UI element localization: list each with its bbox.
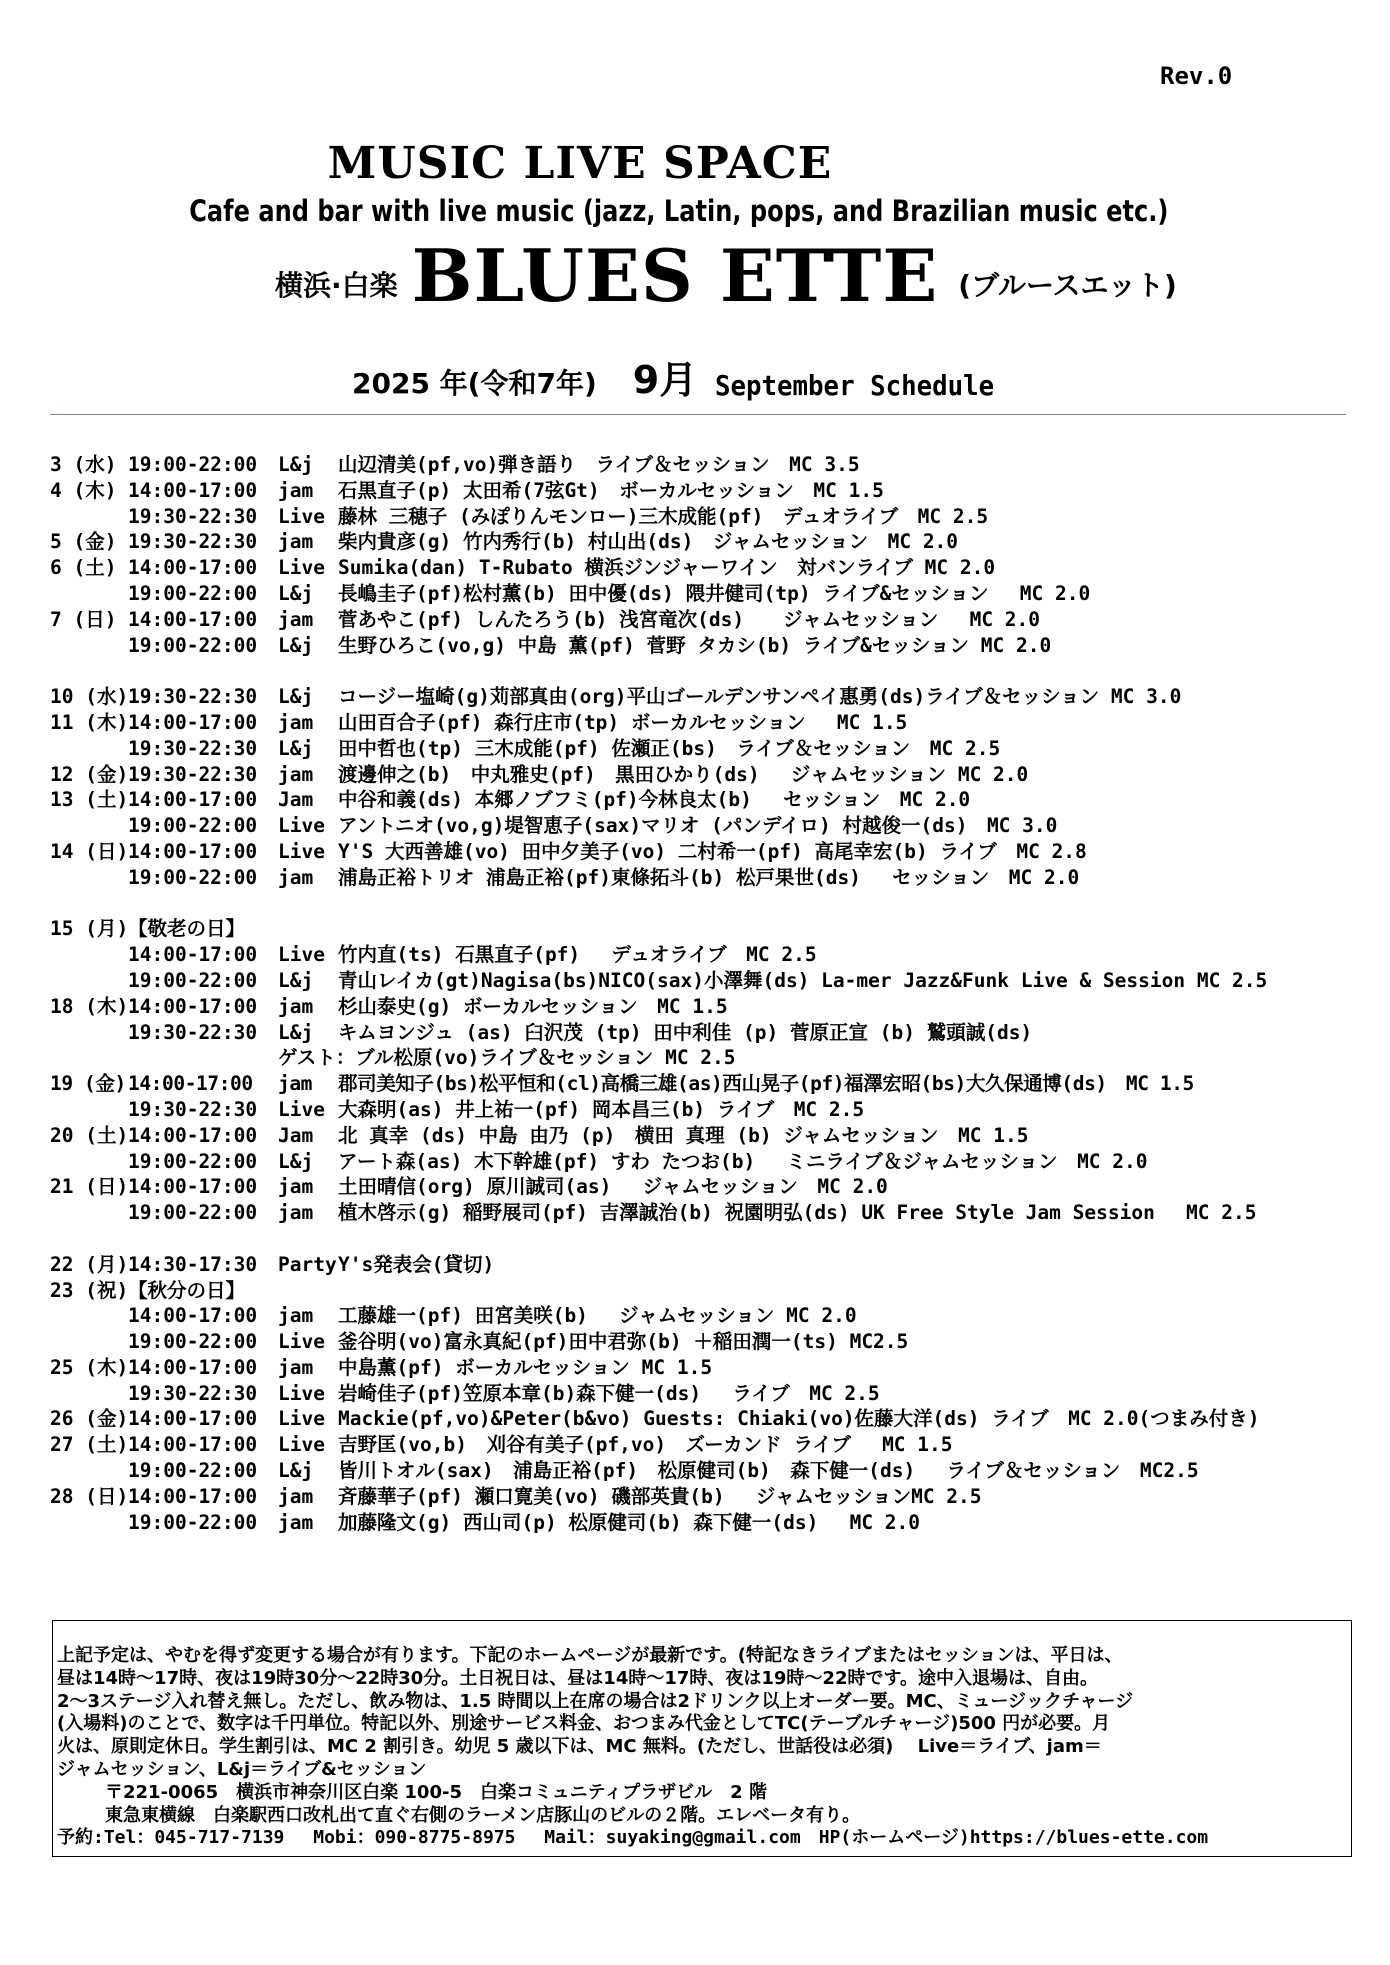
schedule-kind: jam — [278, 1484, 314, 1508]
schedule-performers: Sumika(dan) T-Rubato 横浜ジンジャーワイン 対バンライブ MC 2.0 — [338, 556, 996, 580]
schedule-row — [50, 784, 1350, 810]
schedule-date: 28 (日) — [50, 1484, 129, 1508]
schedule-kind: L&j — [278, 968, 314, 992]
schedule-date: 20 (土) — [50, 1123, 129, 1147]
schedule-kind: jam — [278, 1175, 314, 1199]
schedule-performers: アントニオ(vo,g)堤智恵子(sax)マリオ (パンデイロ) 村越俊一(ds) MC 3.0 — [338, 814, 1058, 838]
schedule-time: 19:30-22:30 — [128, 504, 258, 528]
schedule-kind: Live — [278, 943, 325, 967]
schedule-time: 19:30-22:30 — [128, 530, 258, 554]
schedule-date: 15 (月) — [50, 917, 129, 941]
schedule-month-english: September Schedule — [715, 369, 995, 402]
schedule-performers: 長嶋圭子(pf)松村薫(b) 田中優(ds) 隈井健司(tp) ライブ&セッション MC 2.0 — [338, 581, 1091, 605]
schedule-kind: jam — [278, 865, 314, 889]
schedule-row — [50, 1507, 1350, 1533]
schedule-row — [50, 1403, 1350, 1429]
schedule-date: 27 (土) — [50, 1433, 129, 1457]
schedule-kind: jam — [278, 1072, 313, 1096]
schedule-time: 19:00-22:00 — [128, 453, 258, 476]
schedule-kind: jam — [278, 530, 314, 554]
schedule-time: 19:00-22:00 — [128, 633, 258, 657]
schedule-row — [50, 1300, 1350, 1326]
schedule-time: 14:00-17:00 — [128, 1175, 258, 1199]
schedule-row — [50, 733, 1350, 759]
schedule-kind: L&j — [278, 1459, 314, 1483]
schedule-time: 19:00-22:00 — [128, 1459, 258, 1483]
schedule-date: 18 (木) — [50, 994, 129, 1018]
schedule-row — [50, 1197, 1350, 1223]
schedule-time: 14:00-17:00 — [128, 994, 258, 1018]
schedule-performers: 中島薫(pf) ボーカルセッション MC 1.5 — [338, 1355, 713, 1379]
schedule-month: 9月 — [632, 358, 698, 402]
schedule-time: 19:30-22:30 — [128, 736, 258, 760]
schedule-time: 19:30-22:30 — [128, 685, 258, 709]
schedule-time: 14:00-17:00 — [128, 1407, 258, 1431]
schedule-time: 14:00-17:00 — [128, 1072, 253, 1096]
schedule-kind: Party — [278, 1252, 337, 1276]
schedule-performers: 斉藤華子(pf) 瀬口寛美(vo) 磯部英貴(b) ジャムセッションMC 2.5 — [338, 1484, 982, 1508]
schedule-heading — [352, 356, 1019, 404]
schedule-time: 19:00-22:00 — [128, 865, 258, 889]
schedule-kind: Live — [278, 814, 325, 838]
schedule-time: 14:00-17:00 — [128, 1123, 258, 1147]
schedule-spacer — [50, 1223, 1350, 1249]
schedule-row — [50, 836, 1350, 862]
schedule-performers: 杉山泰史(g) ボーカルセッション MC 1.5 — [338, 994, 728, 1018]
schedule-row — [50, 630, 1350, 656]
revision-label: Rev.0 — [1160, 62, 1233, 90]
schedule-row — [50, 1352, 1350, 1378]
schedule-performers: 山田百合子(pf) 森行庄市(tp) ボーカルセッション MC 1.5 — [338, 710, 908, 734]
schedule-performers: Y's発表会(貸切) — [338, 1252, 495, 1276]
schedule-kind: Live — [278, 1407, 325, 1431]
schedule-performers: 山辺清美(pf,vo)弾き語り ライブ＆セッション MC 3.5 — [338, 453, 860, 476]
schedule-performers: コージー塩崎(g)苅部真由(org)平山ゴールデンサンペイ惠勇(ds)ライブ＆セッション MC 3.0 — [338, 685, 1182, 709]
schedule-performers: 加藤隆文(g) 西山司(p) 松原健司(b) 森下健一(ds) MC 2.0 — [338, 1510, 921, 1534]
schedule-performers: ゲスト：ブル松原(vo)ライブ＆セッション MC 2.5 — [278, 1046, 736, 1070]
schedule-performers: 浦島正裕トリオ 浦島正裕(pf)東條拓斗(b) 松戸果世(ds) セッション MC 2.0 — [338, 865, 1080, 889]
schedule-kind: L&j — [278, 736, 314, 760]
schedule-kind: L&j — [278, 1149, 314, 1173]
schedule-kind: Live — [278, 556, 325, 580]
schedule-date: 22 (月) — [50, 1252, 129, 1276]
schedule-time: 14:00-17:00 — [128, 943, 258, 967]
schedule-row — [50, 707, 1350, 733]
schedule-performers: 植木啓示(g) 稲野展司(pf) 吉澤誠治(b) 祝園明弘(ds) UK Free Style Jam Session MC 2.5 — [338, 1201, 1257, 1225]
schedule-time: 14:00-17:00 — [128, 478, 258, 502]
schedule-time: 19:00-22:00 — [128, 581, 258, 605]
schedule-date: 4 (木) — [50, 478, 117, 502]
schedule-list — [50, 449, 1350, 1532]
schedule-performers: 土田晴信(org) 原川誠司(as) ジャムセッション MC 2.0 — [338, 1175, 888, 1199]
schedule-performers: アート森(as) 木下幹雄(pf) すわ たつお(b) ミニライブ＆ジャムセッション MC 2.0 — [338, 1149, 1148, 1173]
schedule-performers: 吉野匡(vo,b) 刈谷有美子(pf,vo) ズーカンド ライブ MC 1.5 — [338, 1433, 953, 1457]
schedule-time: 19:30-22:30 — [128, 762, 258, 786]
schedule-row — [50, 526, 1350, 552]
schedule-row — [50, 1068, 1350, 1094]
schedule-date: 23 (祝) — [50, 1278, 129, 1302]
schedule-date: 10 (水) — [50, 685, 129, 709]
schedule-kind: jam — [278, 607, 314, 631]
venue-header — [275, 233, 1177, 318]
schedule-time: 19:00-22:00 — [128, 1510, 258, 1534]
venue-location: 横浜·白楽 — [275, 269, 398, 302]
schedule-performers: 中谷和義(ds) 本郷ノブフミ(pf)今林良太(b) セッション MC 2.0 — [338, 788, 971, 812]
schedule-time: 14:00-17:00 — [128, 607, 258, 631]
schedule-date: 11 (木) — [50, 710, 129, 734]
schedule-row — [50, 991, 1350, 1017]
schedule-performers: キムヨンジュ (as) 臼沢茂 (tp) 田中利佳 (p) 菅原正宣 (b) 鷲頭誠(ds) — [338, 1020, 1033, 1044]
venue-kana: (ブルースエット) — [958, 269, 1177, 302]
schedule-date: 13 (土) — [50, 788, 129, 812]
schedule-date: 19 (金) — [50, 1072, 126, 1096]
notice-line: 火は、原則定休日。学生割引は、MC 2 割引き。幼児 5 歳以下は、MC 無料。(ただし、世話役は必須) Live＝ライブ、jam＝ — [57, 1736, 1102, 1758]
notice-line: 上記予定は、やむを得ず変更する場合が有ります。下記のホームページが最新です。(特記なきライブまたはセッションは、平日は、 — [57, 1645, 1123, 1666]
schedule-performers: 北 真幸 (ds) 中島 由乃 (p) 横田 真理 (b) ジャムセッション MC 1.5 — [338, 1123, 1029, 1147]
schedule-time: 19:00-22:00 — [128, 1149, 258, 1173]
schedule-row — [50, 939, 1350, 965]
schedule-spacer — [50, 655, 1350, 681]
schedule-performers: 岩崎佳子(pf)笠原本章(b)森下健一(ds) ライブ MC 2.5 — [338, 1381, 880, 1405]
schedule-kind: Live — [278, 839, 325, 863]
schedule-performers: 青山レイカ(gt)Nagisa(bs)NICO(sax)小澤舞(ds) La-mer Jazz&Funk Live & Session MC 2.5 — [338, 968, 1268, 992]
schedule-date: 26 (金) — [50, 1407, 129, 1431]
schedule-row — [50, 681, 1350, 707]
schedule-kind: Live — [278, 504, 325, 528]
schedule-time: 【秋分の日】 — [128, 1278, 246, 1302]
schedule-date: 12 (金) — [50, 762, 129, 786]
schedule-date: 21 (日) — [50, 1175, 129, 1199]
schedule-kind: jam — [278, 1510, 314, 1534]
schedule-date: 3 (水) — [50, 453, 117, 476]
schedule-kind: Live — [278, 1097, 325, 1121]
notice-line: (入場料)のことで、数字は千円単位。特記以外、別途サービス料金、おつまみ代金としてTC(テーブルチャージ)500 円が必要。月 — [57, 1713, 1111, 1735]
schedule-performers: 生野ひろこ(vo,g) 中島 薫(pf) 菅野 タカシ(b) ライブ&セッション MC 2.0 — [338, 633, 1052, 657]
schedule-performers: 皆川トオル(sax) 浦島正裕(pf) 松原健司(b) 森下健一(ds) ライブ＆セッション MC2.5 — [338, 1459, 1199, 1483]
schedule-time: 14:00-17:00 — [128, 1355, 258, 1379]
schedule-performers: 藤林 三穂子 (みぽりんモンロー)三木成能(pf) デュオライブ MC 2.5 — [338, 504, 989, 528]
schedule-row — [50, 1481, 1350, 1507]
schedule-row — [50, 604, 1350, 630]
notice-line: ジャムセッション、L&j＝ライブ&セッション — [57, 1758, 427, 1780]
schedule-kind: L&j — [278, 453, 314, 476]
schedule-performers: 工藤雄一(pf) 田宮美咲(b) ジャムセッション MC 2.0 — [338, 1304, 857, 1328]
schedule-performers: Y'S 大西善雄(vo) 田中夕美子(vo) 二村希一(pf) 高尾幸宏(b) ライブ MC 2.8 — [338, 839, 1087, 863]
schedule-date: 6 (土) — [50, 556, 117, 580]
schedule-performers: 渡邊伸之(b) 中丸雅史(pf) 黒田ひかり(ds) ジャムセッション MC 2.0 — [338, 762, 1029, 786]
schedule-time: 14:00-17:00 — [128, 1433, 258, 1457]
schedule-time: 19:30-22:30 — [128, 1381, 258, 1405]
schedule-row — [50, 1171, 1350, 1197]
notice-box — [52, 1620, 1352, 1857]
schedule-time: 19:00-22:00 — [128, 814, 258, 838]
schedule-row — [50, 913, 1350, 939]
schedule-kind: jam — [278, 478, 314, 502]
schedule-performers: 菅あやこ(pf) しんたろう(b) 浅宮竜次(ds) ジャムセッション MC 2.0 — [338, 607, 1041, 631]
venue-address: 〒221-0065 横浜市神奈川区白楽 100-5 白楽コミュニティプラザビル 2 階 — [105, 1781, 767, 1803]
schedule-kind: jam — [278, 994, 314, 1018]
schedule-time: 14:00-17:00 — [128, 1304, 258, 1328]
schedule-row — [50, 810, 1350, 836]
schedule-row — [50, 578, 1350, 604]
schedule-kind: Live — [278, 1433, 325, 1457]
schedule-row — [50, 1275, 1350, 1301]
schedule-time: 19:30-22:30 — [128, 1097, 258, 1121]
notice-line: 2～3ステージ入れ替え無し。ただし、飲み物は、1.5 時間以上在席の場合は2ドリンク以上オーダー要。MC、ミュージックチャージ — [57, 1690, 1134, 1712]
schedule-spacer — [50, 888, 1350, 914]
page-title: MUSIC LIVE SPACE — [327, 138, 833, 189]
schedule-row — [50, 1042, 1350, 1068]
schedule-kind: L&j — [278, 685, 314, 709]
header-divider — [50, 414, 1346, 415]
schedule-row — [50, 1146, 1350, 1172]
schedule-kind: jam — [278, 1304, 314, 1328]
schedule-date: 14 (日) — [50, 839, 129, 863]
schedule-kind: Live — [278, 1330, 325, 1354]
schedule-time: 14:30-17:30 — [128, 1252, 258, 1276]
schedule-row — [50, 965, 1350, 991]
schedule-kind: jam — [278, 1201, 314, 1225]
schedule-performers: 田中哲也(tp) 三木成能(pf) 佐瀬正(bs) ライブ＆セッション MC 2.5 — [338, 736, 1001, 760]
schedule-performers: 大森明(as) 井上祐一(pf) 岡本昌三(b) ライブ MC 2.5 — [338, 1097, 865, 1121]
schedule-row — [50, 759, 1350, 785]
schedule-row — [50, 449, 1350, 475]
schedule-row — [50, 1249, 1350, 1275]
schedule-performers: 竹内直(ts) 石黒直子(pf) デュオライブ MC 2.5 — [338, 943, 817, 967]
schedule-performers: 釜谷明(vo)富永真紀(pf)田中君弥(b) ＋稲田潤一(ts) MC2.5 — [338, 1330, 909, 1354]
schedule-kind: jam — [278, 1355, 314, 1379]
schedule-kind: jam — [278, 762, 314, 786]
schedule-performers: Mackie(pf,vo)&Peter(b&vo) Guests: Chiaki(vo)佐藤大洋(ds) ライブ MC 2.0(つまみ付き) — [338, 1407, 1260, 1431]
schedule-row — [50, 1429, 1350, 1455]
schedule-time: 14:00-17:00 — [128, 1484, 258, 1508]
schedule-performers: 柴内貴彦(g) 竹内秀行(b) 村山出(ds) ジャムセッション MC 2.0 — [338, 530, 959, 554]
schedule-date: 7 (日) — [50, 607, 117, 631]
schedule-kind: Jam — [278, 1123, 314, 1147]
schedule-time: 14:00-17:00 — [128, 839, 258, 863]
schedule-time: 19:30-22:30 — [128, 1020, 258, 1044]
schedule-kind: L&j — [278, 633, 314, 657]
schedule-row — [50, 1094, 1350, 1120]
schedule-time: 19:00-22:00 — [128, 968, 258, 992]
schedule-time: 19:00-22:00 — [128, 1330, 258, 1354]
notice-line: 昼は14時～17時、夜は19時30分～22時30分。土日祝日は、昼は14時～17時、夜は19時～22時です。途中入退場は、自由。 — [57, 1667, 1099, 1689]
schedule-kind: Live — [278, 1381, 325, 1405]
schedule-time: 19:00-22:00 — [128, 1201, 258, 1225]
venue-name: BLUES ETTE — [411, 233, 939, 318]
schedule-kind: L&j — [278, 581, 314, 605]
schedule-performers: 郡司美知子(bs)松平恒和(cl)高橋三雄(as)西山晃子(pf)福澤宏昭(bs)大久保通博(ds) MC 1.5 — [338, 1072, 1194, 1096]
schedule-time: 14:00-17:00 — [128, 710, 258, 734]
schedule-row — [50, 1017, 1350, 1043]
contact-line: 予約:Tel：045-717-7139 Mobi：090-8775-8975 Mail：suyaking@gmail.com HP(ホームページ)https://blues-ette.com — [57, 1827, 1209, 1849]
schedule-row — [50, 862, 1350, 888]
schedule-row — [50, 501, 1350, 527]
schedule-row — [50, 552, 1350, 578]
schedule-row — [50, 1120, 1350, 1146]
schedule-time: 【敬老の日】 — [128, 917, 246, 941]
schedule-kind: Jam — [278, 788, 314, 812]
schedule-row — [50, 1455, 1350, 1481]
schedule-year: 2025 年(令和7年) — [352, 367, 597, 400]
schedule-row — [50, 1326, 1350, 1352]
schedule-kind: L&j — [278, 1020, 314, 1044]
schedule-date: 5 (金) — [50, 530, 117, 554]
schedule-date: 25 (木) — [50, 1355, 129, 1379]
schedule-row — [50, 1378, 1350, 1404]
schedule-row — [50, 475, 1350, 501]
schedule-time: 14:00-17:00 — [128, 788, 258, 812]
schedule-performers: 石黒直子(p) 太田希(7弦Gt) ボーカルセッション MC 1.5 — [338, 478, 884, 502]
venue-access: 東急東横線 白楽駅西口改札出て直ぐ右側のラーメン店豚山のビルの２階。エレベータ有り。 — [105, 1804, 861, 1826]
schedule-time: 14:00-17:00 — [128, 556, 258, 580]
page-subtitle: Cafe and bar with live music (jazz, Latin, pops, and Brazilian music etc.) — [189, 194, 1169, 228]
schedule-kind: jam — [278, 710, 314, 734]
